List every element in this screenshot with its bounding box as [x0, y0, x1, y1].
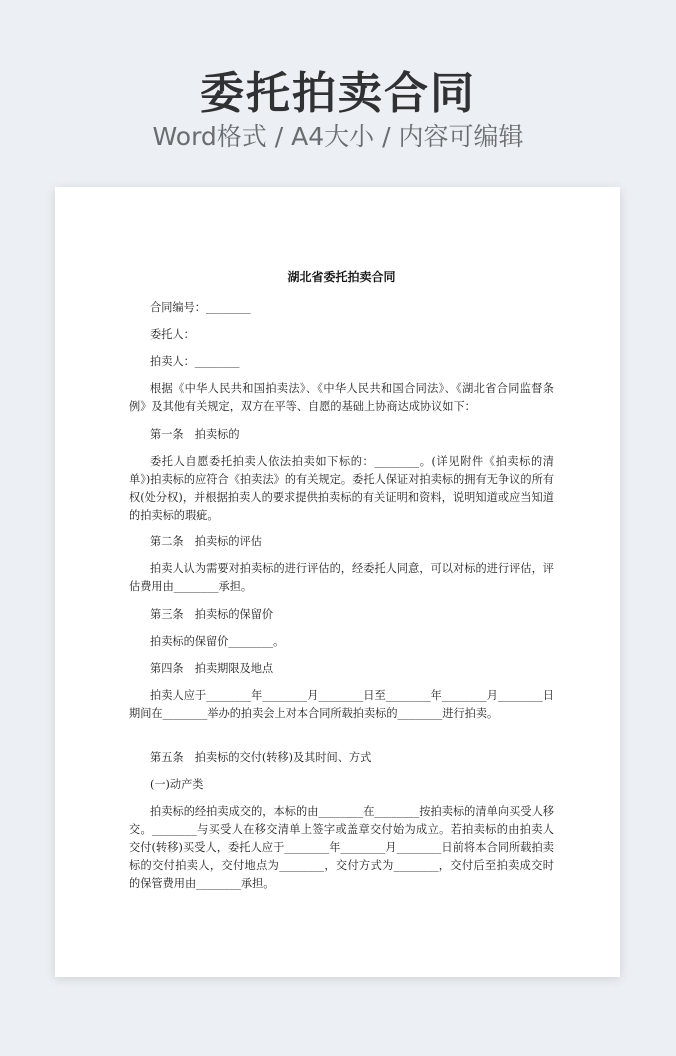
article-2-heading: 第二条 拍卖标的评估 [150, 535, 262, 548]
document-title: 湖北省委托拍卖合同 [287, 270, 396, 284]
consignor-line: 委托人： [150, 328, 195, 341]
banner-subtitle: Word格式 / A4大小 / 内容可编辑 [152, 122, 524, 151]
article-1-heading: 第一条 拍卖标的 [150, 428, 240, 441]
preamble-paragraph: 根据《中华人民共和国拍卖法》、《中华人民共和国合同法》、《湖北省合同监督条例》及其他有关规定，双方在平等、自愿的基础上协商达成协议如下： [129, 382, 554, 413]
article-3-body: 拍卖标的保留价________。 [150, 635, 285, 648]
article-5-subheading: (一)动产类 [150, 778, 204, 791]
auctioneer-line: 拍卖人：________ [150, 355, 240, 368]
article-2-body: 拍卖人认为需要对拍卖标的进行评估的，经委托人同意，可以对标的进行评估，评估费用由________承担。 [129, 562, 554, 593]
article-4-heading: 第四条 拍卖期限及地点 [150, 662, 274, 675]
article-5-body: 拍卖标的经拍卖成交的，本标的由________在________按拍卖标的清单向买受人移交。________与买受人在移交清单上签字或盖章交付始为成立。若拍卖标的由拍卖人交付(转移)买受人，委托人应于________年________月________日前将本合同所载拍卖标的交付拍卖人，交付地点为________，交付方式为________，交付后至拍卖成交时的保管费用由________承担。 [129, 805, 554, 890]
document-page [55, 187, 620, 977]
article-4-body: 拍卖人应于________年________月________日至________年________月________日期间在________举办的拍卖会上对本合同所载拍卖标的________进行拍卖。 [129, 689, 554, 720]
article-1-body: 委托人自愿委托拍卖人依法拍卖如下标的：________。(详见附件《拍卖标的清单》)拍卖标的应符合《拍卖法》的有关规定。委托人保证对拍卖标的拥有无争议的所有权(处分权)，并根据拍卖人的要求提供拍卖标的有关证明和资料，说明知道或应当知道的拍卖标的瑕疵。 [129, 455, 554, 522]
article-3-heading: 第三条 拍卖标的保留价 [150, 608, 274, 621]
banner-title: 委托拍卖合同 [200, 68, 476, 119]
article-5-heading: 第五条 拍卖标的交付(转移)及其时间、方式 [150, 751, 372, 764]
contract-number-line: 合同编号：________ [150, 301, 251, 314]
